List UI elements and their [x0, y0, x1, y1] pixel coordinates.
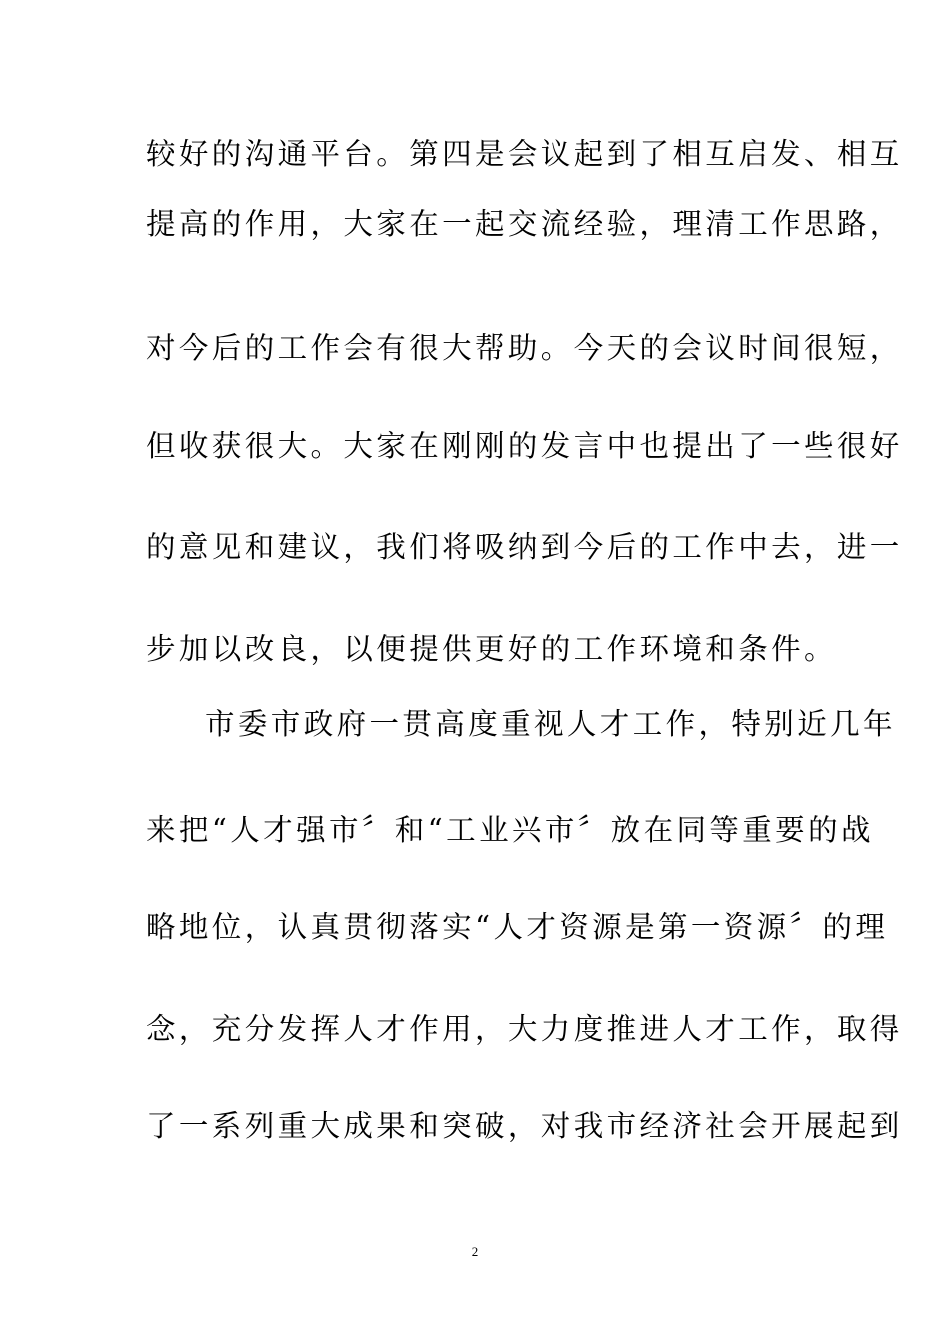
text-line-10: 念，充分发挥人才作用，大力度推进人才工作，取得 — [146, 1012, 903, 1046]
text-line-1: 较好的沟通平台。第四是会议起到了相互启发、相互 — [146, 137, 903, 171]
page-number: 2 — [471, 1244, 479, 1259]
text-line-9: 略地位，认真贯彻落实“人才资源是第一资源〞的理 — [146, 910, 889, 944]
paragraph-2-first-line: 市委市政府一贯高度重视人才工作，特别近几年 — [205, 707, 896, 741]
text-line-4: 但收获很大。大家在刚刚的发言中也提出了一些很好 — [146, 429, 903, 463]
text-line-6: 步加以改良，以便提供更好的工作环境和条件。 — [146, 632, 837, 666]
text-line-3: 对今后的工作会有很大帮助。今天的会议时间很短， — [146, 331, 903, 365]
text-line-8: 来把“人才强市〞和“工业兴市〞放在同等重要的战 — [146, 813, 874, 847]
text-line-2: 提高的作用，大家在一起交流经验，理清工作思路， — [146, 207, 903, 241]
text-line-11: 了一系列重大成果和突破，对我市经济社会开展起到 — [146, 1109, 903, 1143]
text-line-5: 的意见和建议，我们将吸纳到今后的工作中去，进一 — [146, 530, 903, 564]
